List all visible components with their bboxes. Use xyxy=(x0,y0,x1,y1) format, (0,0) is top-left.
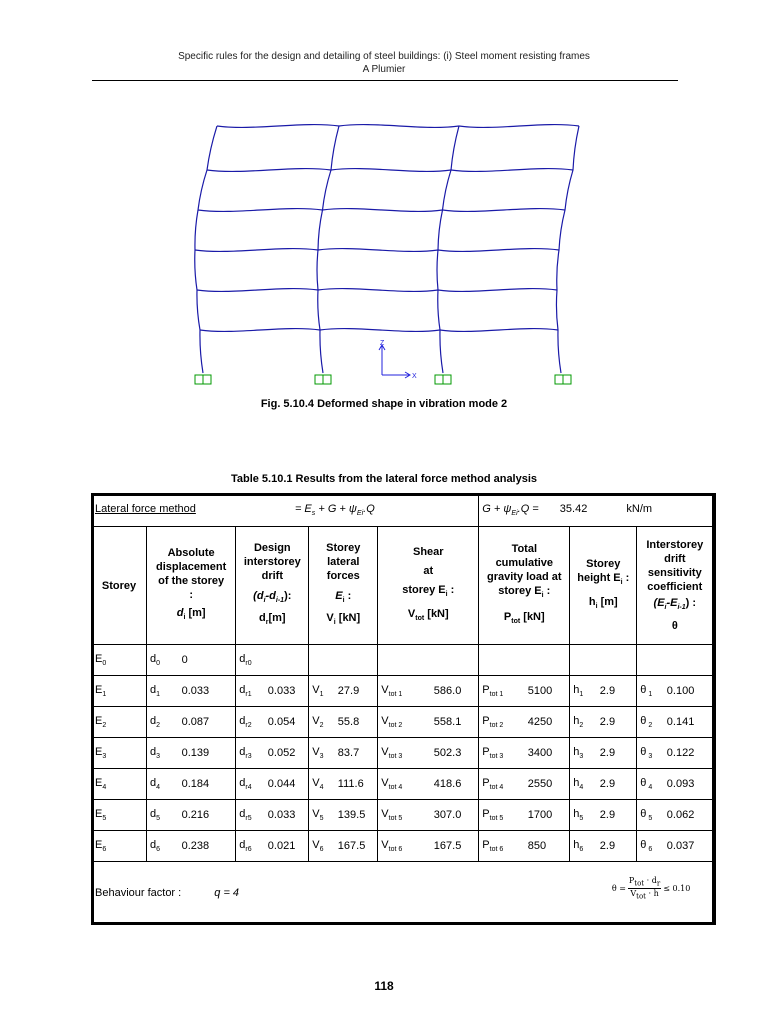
sensitivity-coefficient-symbol: θ $_6$ xyxy=(637,831,664,862)
behaviour-factor-value: q = 4 xyxy=(214,886,240,899)
sensitivity-coefficient-symbol: θ $_4$ xyxy=(637,769,664,800)
design-drift-value: 0.044 xyxy=(265,769,309,800)
design-drift-value xyxy=(265,645,309,676)
absolute-displacement-value: 0.184 xyxy=(179,769,236,800)
gravity-load-value xyxy=(525,645,570,676)
storey-height-value: 2.9 xyxy=(597,738,637,769)
header-storey-height: Storey height $E_i$ : $h_i$ [m] xyxy=(570,527,637,645)
page-number: 118 xyxy=(374,979,394,993)
storey-height-symbol: $h_2$ xyxy=(570,707,597,738)
storey-cell-symbol: $E_6$ xyxy=(92,831,147,862)
storey-cell-symbol: $E_1$ xyxy=(92,676,147,707)
storey-height-value: 2.9 xyxy=(597,769,637,800)
shear-force-value: 418.6 xyxy=(431,769,479,800)
sensitivity-coefficient-value: 0.093 xyxy=(664,769,713,800)
design-drift-value: 0.052 xyxy=(265,738,309,769)
design-drift-value: 0.033 xyxy=(265,676,309,707)
table-row xyxy=(92,707,713,738)
table-row xyxy=(92,645,713,676)
absolute-displacement-symbol: $d_5$ xyxy=(147,800,179,831)
design-drift-value: 0.021 xyxy=(265,831,309,862)
shear-force-value: 502.3 xyxy=(431,738,479,769)
behaviour-factor-label: Behaviour factor : xyxy=(95,886,182,899)
storey-height-symbol: $h_5$ xyxy=(570,800,597,831)
design-drift-symbol: $d_{r0}$ xyxy=(236,645,265,676)
frame-column xyxy=(437,126,459,373)
absolute-displacement-value: 0.139 xyxy=(179,738,236,769)
lateral-force-value: 167.5 xyxy=(335,831,378,862)
frame-beam xyxy=(318,289,438,292)
gravity-load-symbol: $P_{tot 1}$ xyxy=(479,676,525,707)
sensitivity-coefficient-value: 0.122 xyxy=(664,738,713,769)
storey-height-symbol: $h_4$ xyxy=(570,769,597,800)
lateral-force-symbol: $V_4$ xyxy=(309,769,335,800)
lateral-force-value: 111.6 xyxy=(335,769,378,800)
storey-height-value xyxy=(597,645,637,676)
frame-members xyxy=(195,125,579,373)
table-top-row xyxy=(92,494,713,527)
absolute-displacement-value: 0 xyxy=(179,645,236,676)
sensitivity-coefficient-value: 0.141 xyxy=(664,707,713,738)
sensitivity-coefficient-value: 0.100 xyxy=(664,676,713,707)
shear-force-symbol: $V_{tot 2}$ xyxy=(378,707,431,738)
axis-z-label: Z xyxy=(380,340,385,347)
lateral-force-symbol: $V_3$ xyxy=(309,738,335,769)
header-lateral-forces: Storey lateral forces $E_i$ : $V_i$ [kN] xyxy=(309,527,378,645)
header-absolute-displacement: Absolute displacement of the storey : $d_i$ [m] xyxy=(147,527,236,645)
lateral-force-value: 55.8 xyxy=(335,707,378,738)
frame-supports xyxy=(195,375,571,384)
gravity-load-value: 5100 xyxy=(525,676,570,707)
frame-beam xyxy=(438,289,557,292)
storey-cell-symbol: $E_3$ xyxy=(92,738,147,769)
behaviour-factor-cell xyxy=(92,862,713,924)
design-drift-symbol: $d_{r2}$ xyxy=(236,707,265,738)
shear-force-value: 586.0 xyxy=(431,676,479,707)
design-drift-symbol: $d_{r5}$ xyxy=(236,800,265,831)
running-head-author: A Plumier xyxy=(362,64,406,75)
gravity-load-symbol: $P_{tot 6}$ xyxy=(479,831,525,862)
sensitivity-coefficient-value: 0.062 xyxy=(664,800,713,831)
frame-column xyxy=(556,126,579,373)
storey-height-symbol: $h_6$ xyxy=(570,831,597,862)
method-label: Lateral force method xyxy=(95,502,196,515)
lateral-force-value: 83.7 xyxy=(335,738,378,769)
table-header-row xyxy=(92,527,713,645)
lateral-force-symbol: $V_6$ xyxy=(309,831,335,862)
gravity-load-value: 850 xyxy=(525,831,570,862)
lateral-force-value: 27.9 xyxy=(335,676,378,707)
storey-height-value: 2.9 xyxy=(597,800,637,831)
lateral-force-symbol: $V_5$ xyxy=(309,800,335,831)
lateral-force-symbol: $V_2$ xyxy=(309,707,335,738)
frame-beam xyxy=(318,249,438,252)
frame-beam xyxy=(440,329,558,332)
absolute-displacement-symbol: $d_1$ xyxy=(147,676,179,707)
shear-force-value: 558.1 xyxy=(431,707,479,738)
combo-expression: = $E_s + G + \psi_{Ei}.Q$ xyxy=(294,502,375,518)
lateral-force-symbol xyxy=(309,645,335,676)
sensitivity-coefficient-value xyxy=(664,645,713,676)
frame-beam xyxy=(451,169,573,172)
gravity-unit: kN/m xyxy=(626,502,653,515)
gravity-load-symbol: $P_{tot 3}$ xyxy=(479,738,525,769)
frame-beam xyxy=(438,249,559,252)
table-row xyxy=(92,676,713,707)
absolute-displacement-value: 0.087 xyxy=(179,707,236,738)
frame-beam xyxy=(323,209,443,212)
shear-force-symbol: $V_{tot 3}$ xyxy=(378,738,431,769)
design-drift-value: 0.033 xyxy=(265,800,309,831)
running-head xyxy=(0,50,768,76)
sensitivity-coefficient-symbol: θ $_2$ xyxy=(637,707,664,738)
shear-force-value: 167.5 xyxy=(431,831,479,862)
header-sensitivity: Interstorey drift sensitivity coefficient $(E_i-E_{i-1})$ : θ xyxy=(637,527,713,645)
shear-force-symbol: $V_{tot 1}$ xyxy=(378,676,431,707)
gravity-load-value: 3400 xyxy=(525,738,570,769)
sensitivity-formula: θ = $P_{tot} \cdot d_r$ $V_{tot} \cdot h$ ≤ 0.10 xyxy=(611,876,691,901)
absolute-displacement-value: 0.033 xyxy=(179,676,236,707)
storey-height-value: 2.9 xyxy=(597,831,637,862)
frame-beam xyxy=(200,329,320,332)
gravity-load-value: 4250 xyxy=(525,707,570,738)
shear-force-symbol xyxy=(378,645,431,676)
frame-column xyxy=(195,126,217,373)
storey-height-value: 2.9 xyxy=(597,707,637,738)
header-storey: Storey xyxy=(92,527,147,645)
design-drift-symbol: $d_{r4}$ xyxy=(236,769,265,800)
axis-x-label: X xyxy=(412,373,417,380)
frame-beam xyxy=(198,209,323,212)
results-table xyxy=(91,493,713,924)
absolute-displacement-value: 0.238 xyxy=(179,831,236,862)
design-drift-value: 0.054 xyxy=(265,707,309,738)
absolute-displacement-symbol: $d_6$ xyxy=(147,831,179,862)
storey-cell-symbol: $E_2$ xyxy=(92,707,147,738)
table-footer-row xyxy=(92,862,713,924)
method-cell xyxy=(92,494,479,527)
running-head-title: Specific rules for the design and detailing of steel buildings: (i) Steel moment resisting frames xyxy=(178,51,590,62)
shear-force-symbol: $V_{tot 6}$ xyxy=(378,831,431,862)
storey-height-value: 2.9 xyxy=(597,676,637,707)
frame-beam xyxy=(331,169,451,172)
frame-beam xyxy=(197,289,318,292)
table-body xyxy=(92,645,713,862)
header-rule xyxy=(92,80,678,81)
gravity-load-cell xyxy=(479,494,713,527)
sensitivity-coefficient-symbol xyxy=(637,645,664,676)
storey-cell-symbol: $E_5$ xyxy=(92,800,147,831)
lateral-force-value: 139.5 xyxy=(335,800,378,831)
shear-force-symbol: $V_{tot 4}$ xyxy=(378,769,431,800)
storey-height-symbol: $h_1$ xyxy=(570,676,597,707)
header-design-drift: Design interstorey drift $(d_i-d_{i-1})$: $d_r[m]$ xyxy=(236,527,309,645)
table-row xyxy=(92,831,713,862)
frame-beam xyxy=(443,209,566,212)
frame-beam xyxy=(339,125,459,128)
figure-caption: Fig. 5.10.4 Deformed shape in vibration mode 2 xyxy=(260,398,508,410)
table-row xyxy=(92,738,713,769)
deformed-frame-figure xyxy=(185,118,585,393)
absolute-displacement-value: 0.216 xyxy=(179,800,236,831)
sensitivity-coefficient-value: 0.037 xyxy=(664,831,713,862)
table-caption: Table 5.10.1 Results from the lateral force method analysis xyxy=(230,473,538,485)
frame-beam xyxy=(195,249,318,252)
gravity-value: 35.42 xyxy=(559,502,588,515)
frame-beam xyxy=(459,125,579,128)
lateral-force-symbol: $V_1$ xyxy=(309,676,335,707)
gravity-load-value: 1700 xyxy=(525,800,570,831)
lateral-force-value xyxy=(335,645,378,676)
design-drift-symbol: $d_{r3}$ xyxy=(236,738,265,769)
sensitivity-coefficient-symbol: θ $_5$ xyxy=(637,800,664,831)
header-shear: Shear at storey $E_i$ : $V_{tot}$ [kN] xyxy=(378,527,479,645)
gravity-label: $G + \psi_{Ei}.Q$ = xyxy=(482,502,539,518)
storey-cell-symbol: $E_0$ xyxy=(92,645,147,676)
shear-force-symbol: $V_{tot 5}$ xyxy=(378,800,431,831)
frame-beam xyxy=(207,169,331,172)
absolute-displacement-symbol: $d_3$ xyxy=(147,738,179,769)
absolute-displacement-symbol: $d_4$ xyxy=(147,769,179,800)
sensitivity-coefficient-symbol: θ $_1$ xyxy=(637,676,664,707)
table-row xyxy=(92,769,713,800)
design-drift-symbol: $d_{r6}$ xyxy=(236,831,265,862)
storey-height-symbol: $h_3$ xyxy=(570,738,597,769)
header-gravity-load: Total cumulative gravity load at storey $E_i$ : $P_{tot}$ [kN] xyxy=(479,527,570,645)
absolute-displacement-symbol: $d_2$ xyxy=(147,707,179,738)
gravity-load-value: 2550 xyxy=(525,769,570,800)
frame-beam xyxy=(320,329,440,332)
gravity-load-symbol xyxy=(479,645,525,676)
table-row xyxy=(92,800,713,831)
coordinate-axes-icon xyxy=(379,340,417,380)
gravity-load-symbol: $P_{tot 4}$ xyxy=(479,769,525,800)
shear-force-value xyxy=(431,645,479,676)
gravity-load-symbol: $P_{tot 5}$ xyxy=(479,800,525,831)
absolute-displacement-symbol: $d_0$ xyxy=(147,645,179,676)
shear-force-value: 307.0 xyxy=(431,800,479,831)
sensitivity-coefficient-symbol: θ $_3$ xyxy=(637,738,664,769)
gravity-load-symbol: $P_{tot 2}$ xyxy=(479,707,525,738)
design-drift-symbol: $d_{r1}$ xyxy=(236,676,265,707)
frame-beam xyxy=(217,125,339,128)
storey-height-symbol xyxy=(570,645,597,676)
storey-cell-symbol: $E_4$ xyxy=(92,769,147,800)
